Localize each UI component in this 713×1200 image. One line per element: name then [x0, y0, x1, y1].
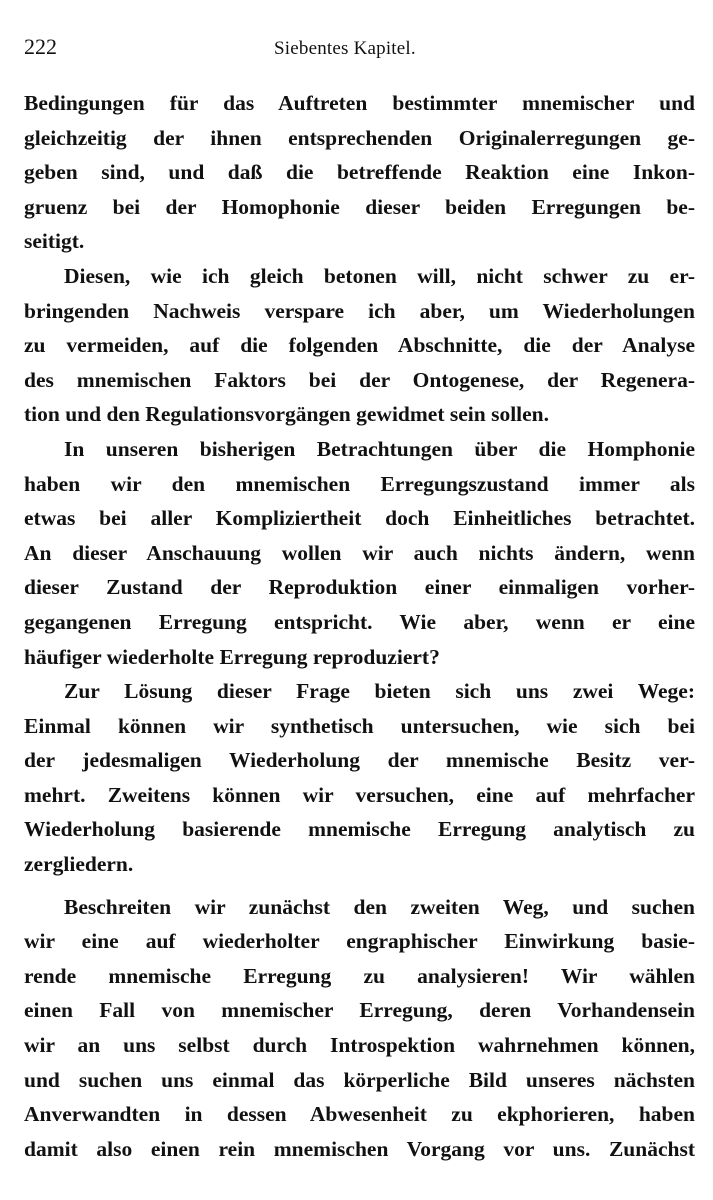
text-line: In unseren bisherigen Betrachtungen über die Homphonie [64, 436, 695, 461]
text-line: Zur Lösung dieser Frage bieten sich uns zwei Wege: [64, 679, 695, 704]
text-line: Wiederholung basierende mnemische Erregung analytisch zu [24, 817, 695, 842]
running-head: Siebentes Kapitel. [274, 38, 416, 59]
text-line: gegangenen Erregung entspricht. Wie aber, wenn er eine [24, 609, 695, 634]
text-line: Anverwandten in dessen Abwesenheit zu ekphorieren, haben [24, 1102, 695, 1127]
text-line: zergliedern. [24, 852, 134, 877]
text-line: bringenden Nachweis verspare ich aber, um Wiederholungen [24, 298, 695, 323]
text-line: Einmal können wir synthetisch untersuchen, wie sich bei [24, 713, 695, 738]
text-line: damit also einen rein mnemischen Vorgang vor uns. Zunächst [24, 1136, 695, 1161]
text-line: Diesen, wie ich gleich betonen will, nicht schwer zu er- [64, 263, 695, 288]
text-line: seitigt. [24, 229, 85, 254]
text-line: gruenz bei der Homophonie dieser beiden Erregungen be- [24, 194, 695, 219]
text-line: des mnemischen Faktors bei der Ontogenese, der Regenera- [24, 367, 695, 392]
text-line: tion und den Regulationsvorgängen gewidmet sein sollen. [24, 402, 550, 427]
text-line: mehrt. Zweitens können wir versuchen, eine auf mehrfacher [24, 782, 695, 807]
paragraph-2 [24, 259, 695, 432]
paragraph-3 [24, 432, 695, 674]
text-line: zu vermeiden, auf die folgenden Abschnitte, die der Analyse [24, 333, 695, 358]
text-line: etwas bei aller Kompliziertheit doch Einheitliches betrachtet. [24, 506, 695, 531]
text-line: einen Fall von mnemischer Erregung, deren Vorhandensein [24, 998, 695, 1023]
text-line: geben sind, und daß die betreffende Reaktion eine Inkon- [24, 160, 695, 185]
page-header [24, 34, 695, 68]
text-line: wir an uns selbst durch Introspektion wahrnehmen können, [24, 1033, 695, 1058]
body-text [24, 86, 695, 1166]
page-number: 222 [24, 34, 57, 59]
paragraph-5 [24, 890, 695, 1167]
text-line: haben wir den mnemischen Erregungszustand immer als [24, 471, 695, 496]
text-line: dieser Zustand der Reproduktion einer einmaligen vorher- [24, 575, 695, 600]
text-line: der jedesmaligen Wiederholung der mnemische Besitz ver- [24, 748, 695, 773]
text-line: An dieser Anschauung wollen wir auch nichts ändern, wenn [24, 540, 695, 565]
text-line: Bedingungen für das Auftreten bestimmter mnemischer und [24, 91, 695, 115]
paragraph-4 [24, 674, 695, 882]
text-line: rende mnemische Erregung zu analysieren! Wir wählen [24, 963, 695, 988]
paragraph-1 [24, 86, 695, 259]
text-line: wir eine auf wiederholter engraphischer Einwirkung basie- [24, 929, 695, 954]
text-line: Beschreiten wir zunächst den zweiten Weg, und suchen [64, 894, 695, 919]
text-line: gleichzeitig der ihnen entsprechenden Originalerregungen ge- [24, 125, 695, 150]
text-line: häufiger wiederholte Erregung reproduziert? [24, 644, 440, 669]
text-line: und suchen uns einmal das körperliche Bild unseres nächsten [24, 1067, 695, 1092]
